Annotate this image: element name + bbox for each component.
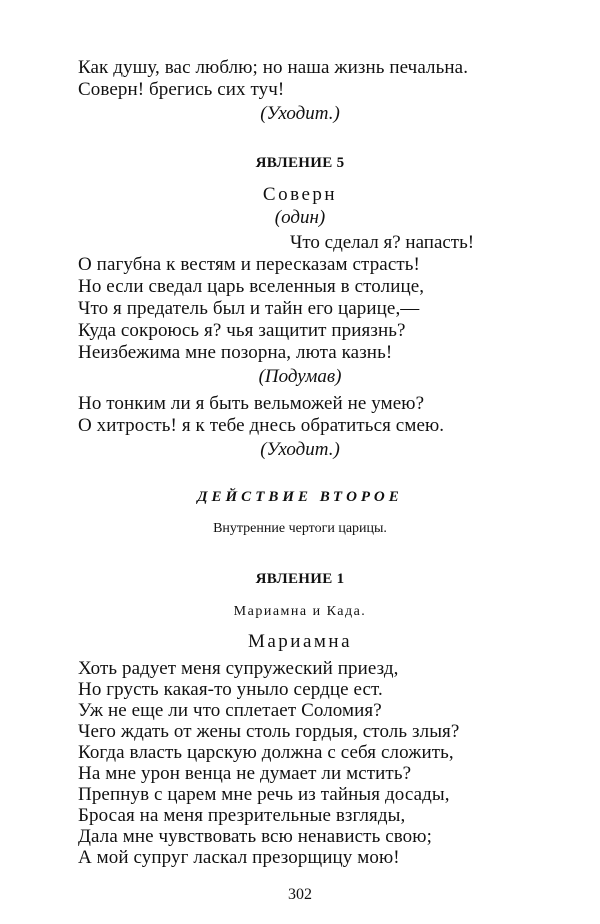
stage-direction-aside: (один) — [274, 207, 326, 228]
verse-line: Что я предатель был и тайн его царице,— — [78, 298, 420, 319]
verse-line: Препнув с царем мне речь из тайныя досады, — [78, 784, 450, 805]
character-list: Мариамна и Када. — [233, 604, 367, 619]
stage-direction-exit: (Уходит.) — [260, 439, 340, 460]
verse-line: Что сделал я? напасть! — [290, 232, 475, 253]
scene-heading: ЯВЛЕНИЕ 5 — [255, 155, 345, 171]
verse-line: Но если сведал царь вселенныя в столице, — [78, 276, 425, 297]
speaker-name: Соверн — [262, 184, 338, 205]
verse-line: На мне урон венца не думает ли мстить? — [78, 763, 412, 784]
verse-line: Как душу, вас люблю; но наша жизнь печальна. — [78, 57, 469, 78]
verse-line: Неизбежима мне позорна, люта казнь! — [78, 342, 393, 363]
verse-line: Чего ждать от жены столь гордыя, столь злыя? — [78, 721, 460, 742]
verse-line: Но тонким ли я быть вельможей не умею? — [78, 393, 425, 414]
act-title: ДЕЙСТВИЕ ВТОРОЕ — [197, 489, 403, 505]
verse-line: Когда власть царскую должна с себя сложить, — [78, 742, 454, 763]
speaker-name: Мариамна — [247, 631, 353, 652]
verse-line: А мой супруг ласкал презорщицу мою! — [78, 847, 400, 868]
verse-line: О пагубна к вестям и пересказам страсть! — [78, 254, 420, 275]
act-setting: Внутренние чертоги царицы. — [213, 521, 387, 536]
verse-line: О хитрость! я к тебе днесь обратиться смею. — [78, 415, 445, 436]
verse-line: Но грусть какая-то уныло сердце ест. — [78, 679, 383, 700]
scene-heading: ЯВЛЕНИЕ 1 — [255, 571, 345, 587]
verse-line: Хоть радует меня супружеский приезд, — [78, 658, 399, 679]
verse-line: Уж не еще ли что сплетает Соломия? — [78, 700, 382, 721]
verse-line: Дала мне чувствовать всю ненависть свою; — [78, 826, 432, 847]
verse-line: Соверн! брегись сих туч! — [78, 79, 285, 100]
stage-direction: (Подумав) — [258, 366, 342, 387]
verse-line: Куда сокроюсь я? чья защитит приязнь? — [78, 320, 406, 341]
stage-direction-exit: (Уходит.) — [260, 103, 340, 124]
verse-line: Бросая на меня презрительные взгляды, — [78, 805, 406, 826]
page-number: 302 — [288, 886, 312, 903]
